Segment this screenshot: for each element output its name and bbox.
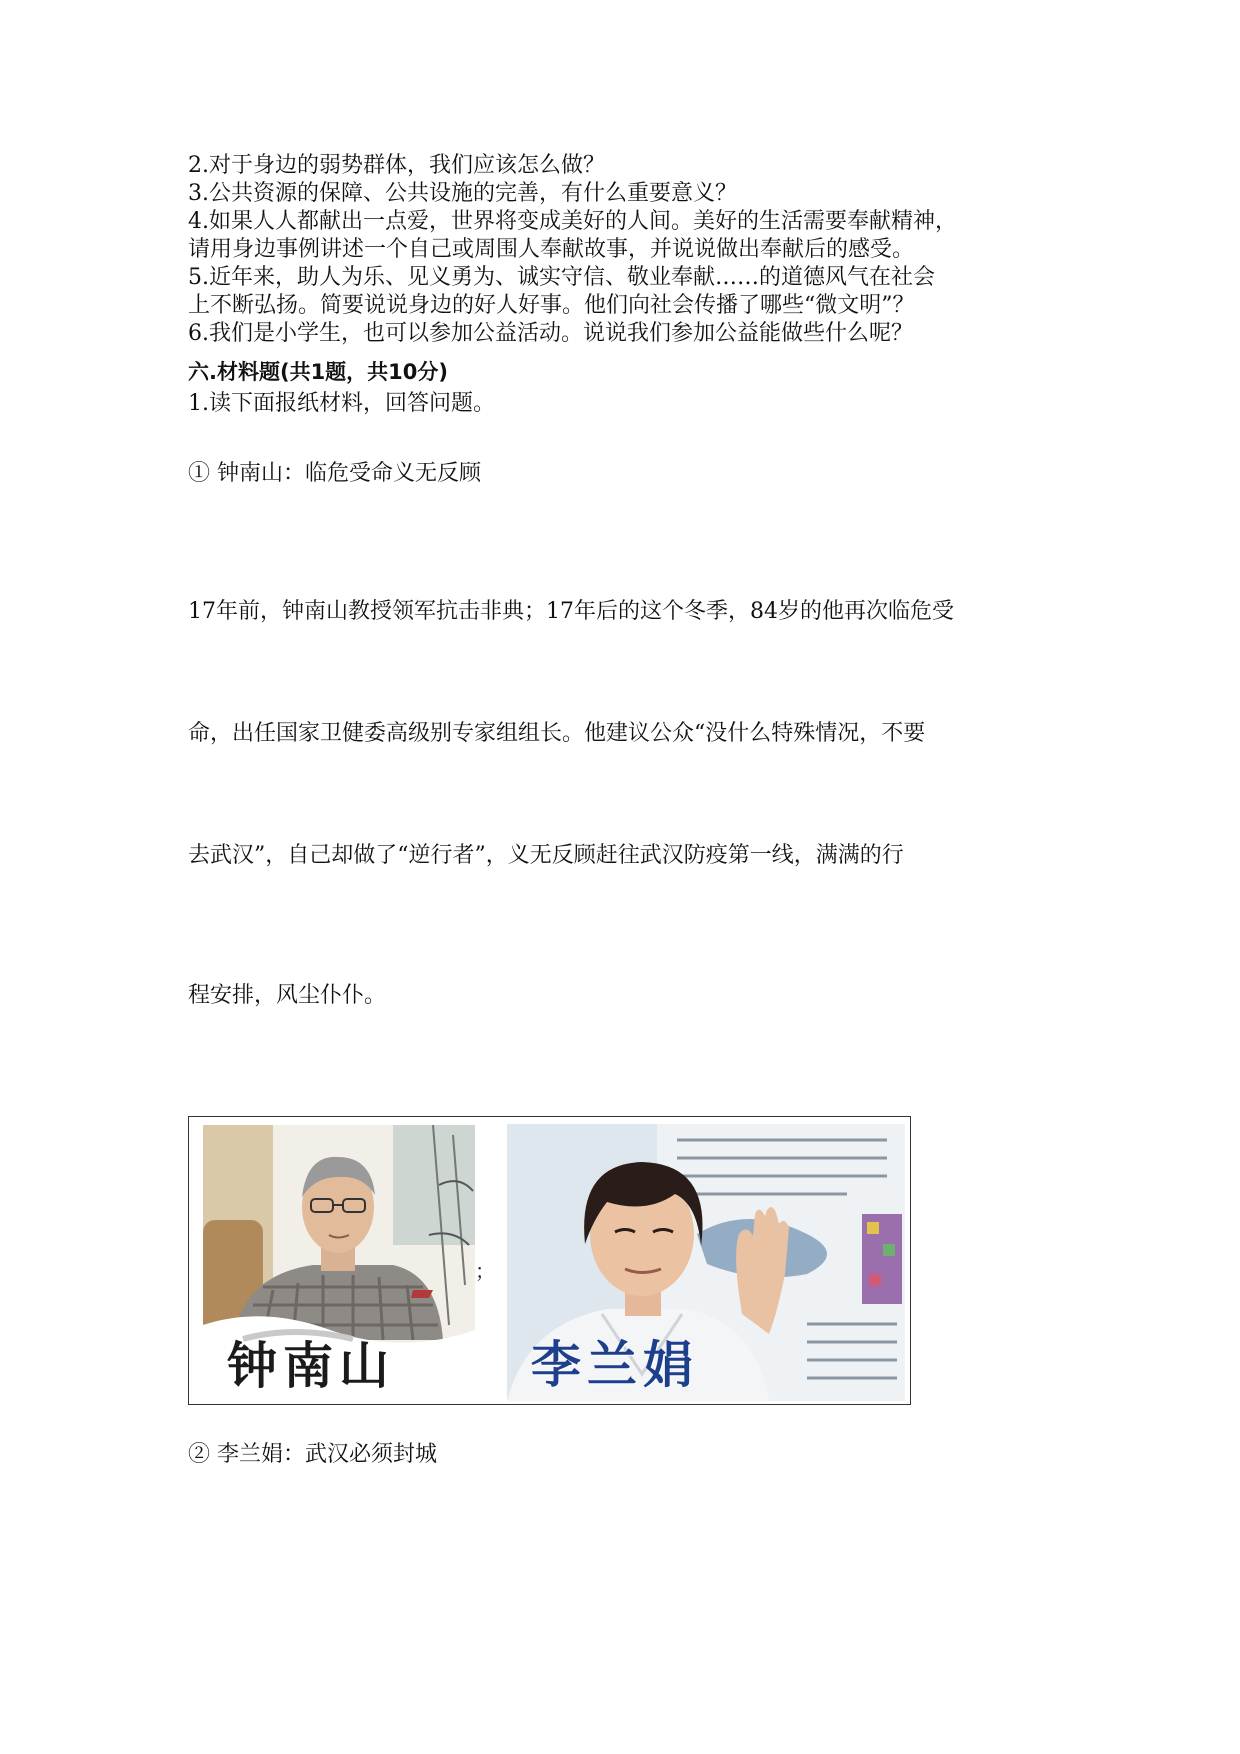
material-1-title: ① 钟南山：临危受命义无反顾	[188, 461, 481, 486]
question-6: 6.我们是小学生，也可以参加公益活动。说说我们参加公益能做些什么呢？	[188, 321, 913, 346]
zhong-nanshan-photo	[203, 1125, 475, 1400]
zhong-nanshan-caption: 钟南山	[227, 1336, 395, 1395]
material-question: 1.读下面报纸材料，回答问题。	[188, 391, 495, 416]
material-1-line-4: 程安排，风尘仆仆。	[188, 983, 387, 1008]
question-5-line-2: 上不断弘扬。简要说说身边的好人好事。他们向社会传播了哪些“微文明”？	[188, 293, 915, 318]
question-5-line-1: 5.近年来，助人为乐、见义勇为、诚实守信、敬业奉献……的道德风气在社会	[188, 265, 935, 290]
li-lanjuan-photo	[507, 1124, 905, 1401]
question-2: 2.对于身边的弱势群体，我们应该怎么做？	[188, 153, 605, 178]
material-1-line-1: 17年前，钟南山教授领军抗击非典；17年后的这个冬季，84岁的他再次临危受	[188, 599, 954, 624]
question-4-line-2: 请用身边事例讲述一个自己或周围人奉献故事，并说说做出奉献后的感受。	[188, 237, 915, 262]
li-lanjuan-caption: 李兰娟	[531, 1335, 699, 1394]
material-1-line-3: 去武汉”，自己却做了“逆行者”，义无反顾赶往武汉防疫第一线，满满的行	[188, 843, 904, 868]
question-3: 3.公共资源的保障、公共设施的完善，有什么重要意义？	[188, 181, 737, 206]
figure-separator: ；	[475, 1259, 495, 1283]
section-heading: 六.材料题(共1题，共10分)	[188, 360, 449, 384]
question-4-line-1: 4.如果人人都献出一点爱，世界将变成美好的人间。美好的生活需要奉献精神，	[188, 209, 957, 234]
portrait-figure	[188, 1116, 911, 1405]
material-1-line-2: 命，出任国家卫健委高级别专家组组长。他建议公众“没什么特殊情况，不要	[188, 721, 926, 746]
material-2-title: ② 李兰娟：武汉必须封城	[188, 1442, 437, 1467]
